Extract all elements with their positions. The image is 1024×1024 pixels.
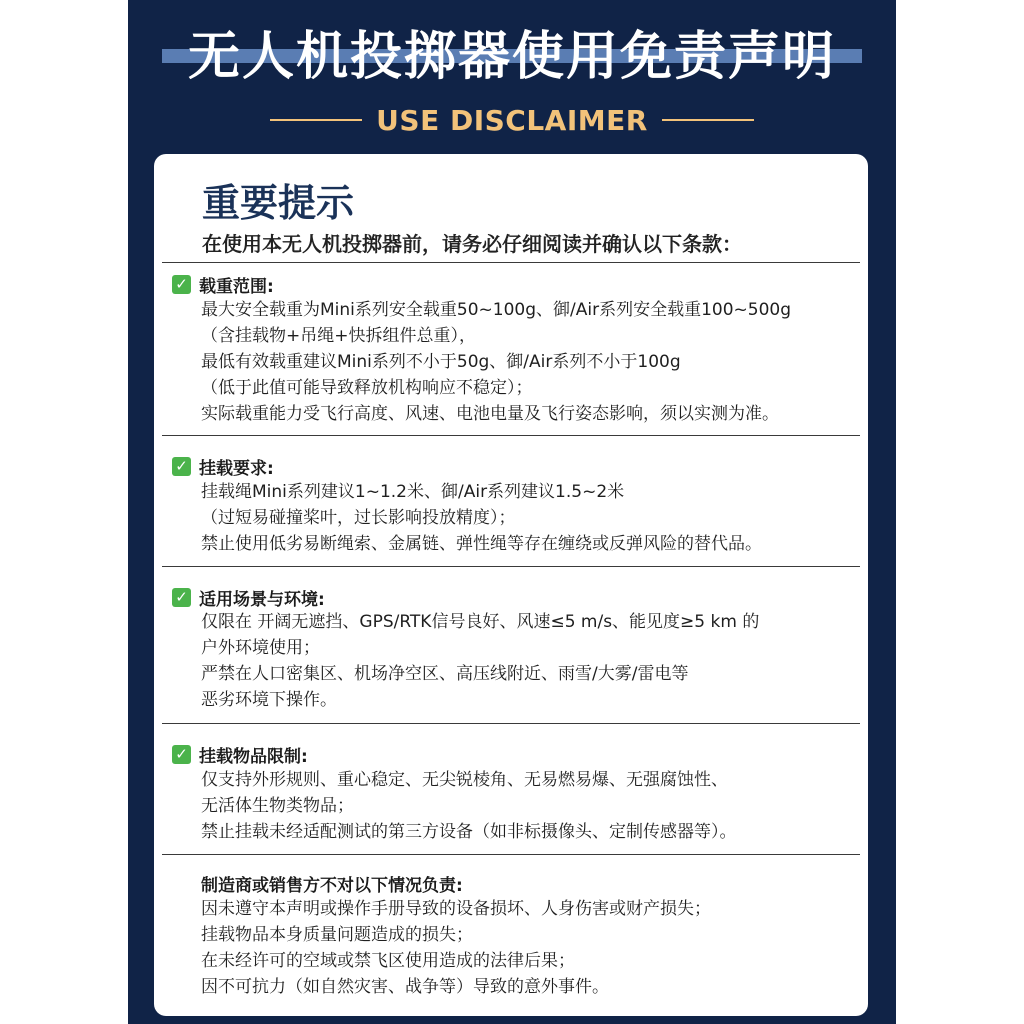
section-header <box>172 272 274 297</box>
section-title: 挂载要求: <box>199 459 274 479</box>
liability-line: 因不可抗力（如自然灾害、战争等）导致的意外事件。 <box>201 977 609 997</box>
section-divider <box>162 435 860 436</box>
disclaimer-poster <box>128 0 896 1024</box>
check-icon: ✓ <box>172 588 191 607</box>
check-icon: ✓ <box>172 457 191 476</box>
check-icon: ✓ <box>172 745 191 764</box>
section-line: 仅限在 开阔无遮挡、GPS/RTK信号良好、风速≤5 m/s、能见度≥5 km 的 <box>201 612 760 632</box>
section-line: 禁止使用低劣易断绳索、金属链、弹性绳等存在缠绕或反弹风险的替代品。 <box>201 534 762 554</box>
section-line: 恶劣环境下操作。 <box>201 690 337 710</box>
section-line: 无活体生物类物品； <box>201 796 354 816</box>
section-line: 挂载绳Mini系列建议1~1.2米、御/Air系列建议1.5~2米 <box>201 482 625 502</box>
subtitle-row <box>128 98 896 142</box>
section-line: 严禁在人口密集区、机场净空区、高压线附近、雨雪/大雾/雷电等 <box>201 664 689 684</box>
section-body <box>201 609 759 713</box>
notice-intro: 在使用本无人机投掷器前，请务必仔细阅读并确认以下条款： <box>202 232 742 256</box>
title-block <box>128 24 896 90</box>
liability-body <box>201 896 711 1000</box>
section-line: （含挂载物+吊绳+快拆组件总重）， <box>201 326 476 346</box>
section-header <box>172 742 308 767</box>
section-body <box>201 479 762 557</box>
section-line: 仅支持外形规则、重心稳定、无尖锐棱角、无易燃易爆、无强腐蚀性、 <box>201 770 728 790</box>
section-line: 户外环境使用； <box>201 638 320 658</box>
section-divider <box>162 566 860 567</box>
section-line: 最大安全载重为Mini系列安全载重50~100g、御/Air系列安全载重100~500g <box>201 300 792 320</box>
page-subtitle: USE DISCLAIMER <box>376 103 648 137</box>
liability-title: 制造商或销售方不对以下情况负责: <box>201 876 463 896</box>
notice-card <box>154 154 868 1016</box>
section-title: 挂载物品限制: <box>199 747 308 767</box>
liability-header <box>201 871 463 896</box>
section-line: （低于此值可能导致释放机构响应不稳定）； <box>201 378 533 398</box>
subtitle-left-rule <box>270 119 362 121</box>
page-title: 无人机投掷器使用免责声明 <box>187 27 836 87</box>
section-body <box>201 767 737 845</box>
section-header <box>172 585 325 610</box>
section-line: （过短易碰撞桨叶，过长影响投放精度）； <box>201 508 516 528</box>
section-line: 实际载重能力受飞行高度、风速、电池电量及飞行姿态影响，须以实测为准。 <box>201 404 779 424</box>
section-divider <box>162 854 860 855</box>
liability-line: 因未遵守本声明或操作手册导致的设备损坏、人身伤害或财产损失； <box>201 899 711 919</box>
section-header <box>172 454 274 479</box>
section-title: 载重范围: <box>199 277 274 297</box>
liability-line: 在未经许可的空域或禁飞区使用造成的法律后果； <box>201 951 575 971</box>
subtitle-right-rule <box>662 119 754 121</box>
section-line: 最低有效载重建议Mini系列不小于50g、御/Air系列不小于100g <box>201 352 681 372</box>
section-title: 适用场景与环境: <box>199 590 325 610</box>
notice-heading: 重要提示 <box>202 181 355 225</box>
section-divider <box>162 723 860 724</box>
section-line: 禁止挂载未经适配测试的第三方设备（如非标摄像头、定制传感器等）。 <box>201 822 737 842</box>
section-divider <box>162 262 860 263</box>
check-icon: ✓ <box>172 275 191 294</box>
liability-line: 挂载物品本身质量问题造成的损失； <box>201 925 473 945</box>
section-body <box>201 297 791 427</box>
